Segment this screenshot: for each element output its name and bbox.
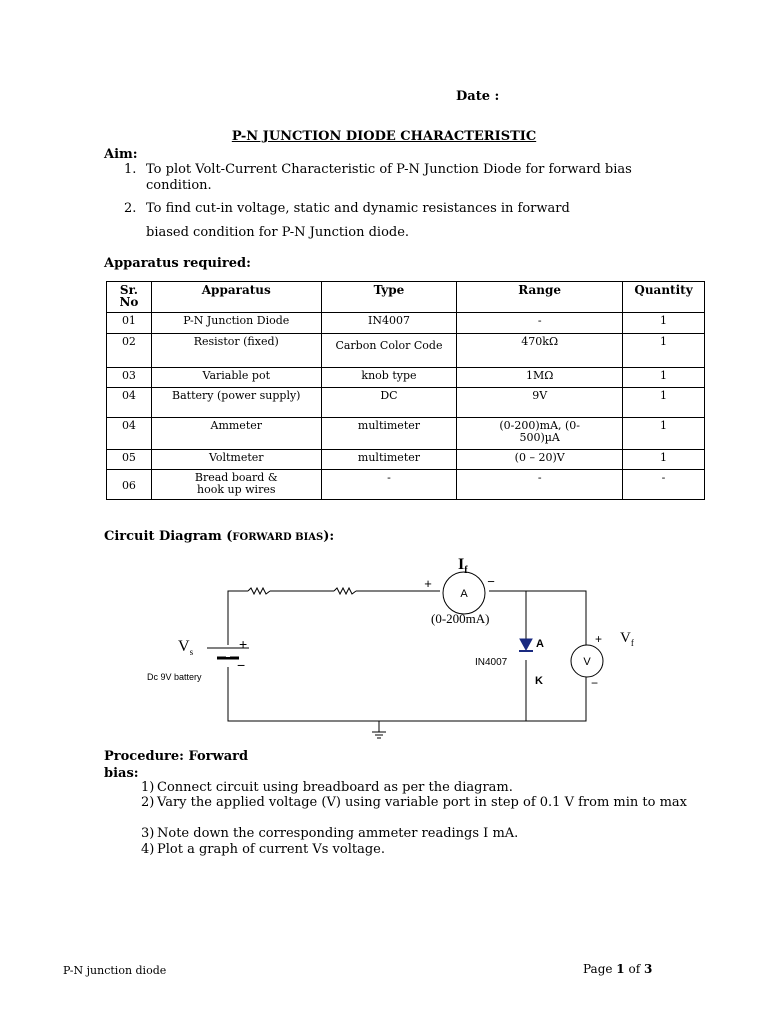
procedure-number: 1) [141,780,155,795]
list-item [0,843,768,857]
list-item [0,796,768,826]
cell: Bread board & hook up wires [151,470,321,500]
cell: - [457,470,623,500]
table-row [107,368,705,388]
ammeter-letter: A [460,588,468,600]
cell: 06 [107,470,152,500]
cell: - [623,470,705,500]
current-letter: I [458,556,465,573]
table-row [107,388,705,418]
circuit-diagram [0,550,768,745]
cell: 1 [623,418,705,450]
aim-number: 1. [124,162,137,177]
header-srno: Sr. No [107,282,152,313]
procedure-number: 4) [141,842,155,857]
procedure-text: Note down the corresponding ammeter readings I mA. [157,826,519,841]
page-number [583,962,652,976]
cell: multimeter [321,450,457,470]
table-row [107,450,705,470]
cell: 02 [107,334,152,368]
footer-title: P-N junction diode [63,964,167,977]
cell: 04 [107,388,152,418]
source-label [178,638,194,657]
vf-label [620,630,634,648]
vf-subscript: f [630,638,634,648]
procedure-heading: Procedure: Forward bias: [104,749,249,781]
battery-minus: − [237,657,246,673]
cell: P-N Junction Diode [151,313,321,334]
cell: - [321,470,457,500]
aim-line: biased condition for P-N Junction diode. [146,225,410,240]
cell: Carbon Color Code [321,334,457,368]
header-quantity: Quantity [623,282,705,313]
anode-label: A [536,638,544,650]
voltmeter-letter: V [583,656,591,668]
cell: 9V [457,388,623,418]
apparatus-table [106,281,705,500]
header-range: Range [457,282,623,313]
cell: (0 – 20)V [457,450,623,470]
circuit-heading-prefix: Circuit Diagram ( [104,529,233,544]
cell: 1 [623,450,705,470]
resistor-1 [248,588,270,594]
voltmeter-plus: + [595,632,603,646]
cell: IN4007 [321,313,457,334]
aim-text [146,162,706,194]
cell: 1 [623,368,705,388]
cell: Ammeter [151,418,321,450]
cathode-label: K [535,675,543,687]
cell: knob type [321,368,457,388]
page-title: P-N JUNCTION DIODE CHARACTERISTIC [231,129,537,144]
header-type: Type [321,282,457,313]
circuit-heading-suffix: ): [323,529,335,544]
cell: Variable pot [151,368,321,388]
resistor-2 [334,588,356,594]
cell: 03 [107,368,152,388]
header-apparatus: Apparatus [151,282,321,313]
table-row [107,313,705,334]
procedure-number: 2) [141,795,155,810]
diode-symbol [520,639,532,650]
battery-plus: + [239,636,248,652]
procedure-number: 3) [141,826,155,841]
table-row [107,418,705,450]
table-row [107,334,705,368]
date-label: Date : [456,89,500,104]
aim-heading: Aim: [104,147,138,162]
aim-text [146,197,706,245]
cell: 470kΩ [457,334,623,368]
cell: Voltmeter [151,450,321,470]
ammeter-minus: − [487,574,495,589]
cell: 04 [107,418,152,450]
circuit-heading-mode: FORWARD BIAS [232,532,324,543]
page-total: 3 [643,962,653,976]
page-prefix: Page [583,962,617,976]
procedure-text: Plot a graph of current Vs voltage. [157,842,386,857]
procedure-text: Connect circuit using breadboard as per the diagram. [157,780,513,795]
cell: Battery (power supply) [151,388,321,418]
vf-letter: V [620,630,631,646]
circuit-wires [228,591,586,738]
source-subscript: s [189,647,194,657]
cell: multimeter [321,418,457,450]
page-current: 1 [616,962,625,976]
cell: 1 [623,334,705,368]
cell: - [457,313,623,334]
table-row [107,470,705,500]
cell: 01 [107,313,152,334]
source-letter: V [178,638,190,655]
cell: 1 [623,313,705,334]
ammeter-plus: + [424,576,432,591]
aim-number: 2. [124,201,137,216]
current-subscript: f [464,565,468,576]
cell: 1MΩ [457,368,623,388]
diode-label: IN4007 [475,657,508,668]
cell: 1 [623,388,705,418]
voltmeter-minus: − [591,676,599,690]
cell: DC [321,388,457,418]
aim-line: condition. [146,178,212,193]
aim-item [0,201,768,241]
list-item [0,781,768,795]
procedure-text: Vary the applied voltage (V) using variable port in step of 0.1 V from min to max [157,795,687,810]
list-item [0,827,768,841]
cell: Resistor (fixed) [151,334,321,368]
circuit-heading [104,529,334,544]
aim-line: To find cut-in voltage, static and dynamic resistances in forward [146,201,570,216]
battery-caption: Dc 9V battery [147,672,202,682]
table-header-row [107,282,705,313]
page-of: of [624,962,644,976]
cell: 05 [107,450,152,470]
apparatus-heading: Apparatus required: [104,256,251,271]
aim-item [0,162,768,196]
cell: (0-200)mA, (0-500)µA [457,418,623,450]
ammeter-range: (0-200mA) [431,611,490,626]
aim-line: To plot Volt-Current Characteristic of P-N Junction Diode for forward bias [146,162,632,177]
